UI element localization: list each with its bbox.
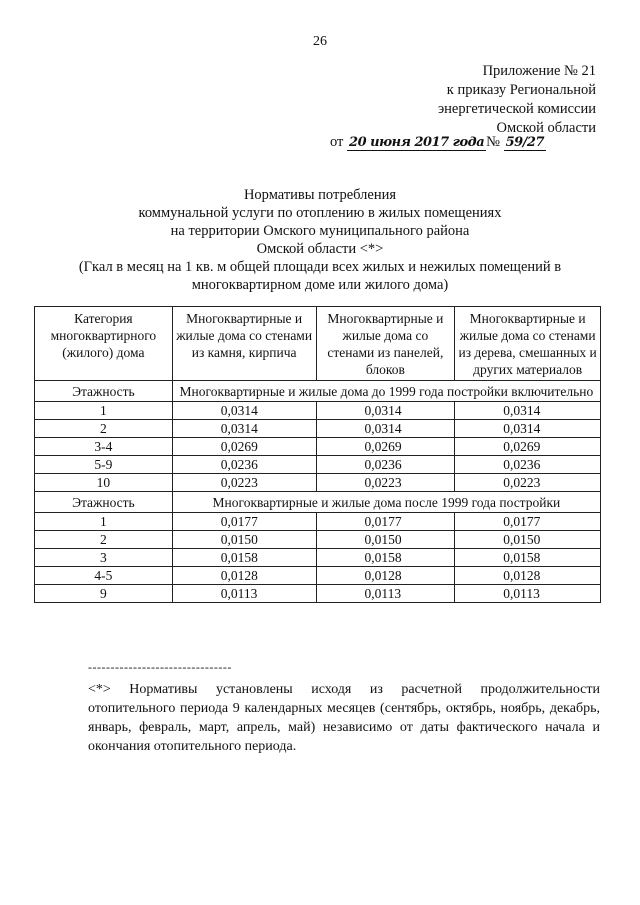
value-cell: 0,0158 <box>455 549 601 567</box>
floors-cell: 9 <box>35 585 173 603</box>
value-cell: 0,0177 <box>316 513 455 531</box>
value-cell: 0,0314 <box>172 420 316 438</box>
date-prefix: от <box>330 134 344 150</box>
appendix-line-2: к приказу Региональной <box>446 82 596 98</box>
title-line-3: на территории Омского муниципального района <box>170 223 470 239</box>
floors-cell: 10 <box>35 474 173 492</box>
section-label: Этажность <box>35 492 173 513</box>
value-cell: 0,0177 <box>172 513 316 531</box>
appendix-block <box>438 62 596 138</box>
footnote-text: <*> Нормативы установлены исходя из расчетной продолжительности отопительного периода 9 календарных месяцев (сентябрь, октябрь, ноябрь, декабрь, январь, февраль, март, апрель, май) независимо от даты фактического начала и окончания отопительного периода. <box>88 682 600 754</box>
value-cell: 0,0128 <box>316 567 455 585</box>
title-line-2: коммунальной услуги по отоплению в жилых помещениях <box>138 205 502 221</box>
appendix-line-4: Омской области <box>496 120 596 136</box>
value-cell: 0,0150 <box>455 531 601 549</box>
table-row <box>35 438 601 456</box>
header-category: Категория многоквартирного (жилого) дома <box>35 307 173 381</box>
section-header-row <box>35 492 601 513</box>
page-number: 26 <box>313 34 327 49</box>
handwritten-date: 20 июня 2017 года <box>349 135 485 150</box>
value-cell: 0,0177 <box>455 513 601 531</box>
appendix-line-3: энергетической комиссии <box>437 101 596 117</box>
section-label: Этажность <box>35 381 173 402</box>
norms-table <box>34 306 601 603</box>
value-cell: 0,0158 <box>316 549 455 567</box>
document-title <box>40 186 600 294</box>
floors-cell: 2 <box>35 531 173 549</box>
value-cell: 0,0113 <box>316 585 455 603</box>
value-cell: 0,0236 <box>316 456 455 474</box>
table-row <box>35 456 601 474</box>
value-cell: 0,0128 <box>455 567 601 585</box>
table-row <box>35 585 601 603</box>
table-row <box>35 513 601 531</box>
header-stone-brick: Многоквартирные и жилые дома со стенами из камня, кирпича <box>172 307 316 381</box>
footnote-separator: -------------------------------- <box>88 660 232 674</box>
floors-cell: 2 <box>35 420 173 438</box>
table-row <box>35 567 601 585</box>
section-header-row <box>35 381 601 402</box>
order-date-number <box>330 134 546 151</box>
value-cell: 0,0150 <box>316 531 455 549</box>
value-cell: 0,0236 <box>172 456 316 474</box>
table-header-row <box>35 307 601 381</box>
title-line-4: Омской области <*> <box>256 241 384 257</box>
value-cell: 0,0269 <box>316 438 455 456</box>
handwritten-number: 59/27 <box>505 135 545 150</box>
value-cell: 0,0269 <box>455 438 601 456</box>
value-cell: 0,0128 <box>172 567 316 585</box>
table-row <box>35 549 601 567</box>
value-cell: 0,0223 <box>172 474 316 492</box>
floors-cell: 1 <box>35 513 173 531</box>
floors-cell: 3-4 <box>35 438 173 456</box>
floors-cell: 3 <box>35 549 173 567</box>
floors-cell: 5-9 <box>35 456 173 474</box>
value-cell: 0,0113 <box>172 585 316 603</box>
table-row <box>35 420 601 438</box>
value-cell: 0,0158 <box>172 549 316 567</box>
value-cell: 0,0314 <box>455 402 601 420</box>
number-prefix: № <box>486 134 500 150</box>
header-wood-mixed: Многоквартирные и жилые дома со стенами из дерева, смешанных и других материалов <box>455 307 601 381</box>
header-panels-blocks: Многоквартирные и жилые дома со стенами из панелей, блоков <box>316 307 455 381</box>
table-row <box>35 531 601 549</box>
value-cell: 0,0223 <box>316 474 455 492</box>
title-line-5: (Гкал в месяц на 1 кв. м общей площади всех жилых и нежилых помещений в <box>78 259 562 275</box>
value-cell: 0,0113 <box>455 585 601 603</box>
floors-cell: 4-5 <box>35 567 173 585</box>
title-line-1: Нормативы потребления <box>243 187 397 203</box>
value-cell: 0,0314 <box>455 420 601 438</box>
value-cell: 0,0150 <box>172 531 316 549</box>
value-cell: 0,0236 <box>455 456 601 474</box>
value-cell: 0,0314 <box>316 402 455 420</box>
table-row <box>35 474 601 492</box>
section-title: Многоквартирные и жилые дома до 1999 года постройки включительно <box>172 381 600 402</box>
value-cell: 0,0314 <box>316 420 455 438</box>
appendix-line-1: Приложение № 21 <box>482 63 596 79</box>
value-cell: 0,0269 <box>172 438 316 456</box>
title-line-6: многоквартирном доме или жилого дома) <box>191 277 449 293</box>
section-title: Многоквартирные и жилые дома после 1999 года постройки <box>172 492 600 513</box>
value-cell: 0,0314 <box>172 402 316 420</box>
value-cell: 0,0223 <box>455 474 601 492</box>
table-row <box>35 402 601 420</box>
floors-cell: 1 <box>35 402 173 420</box>
